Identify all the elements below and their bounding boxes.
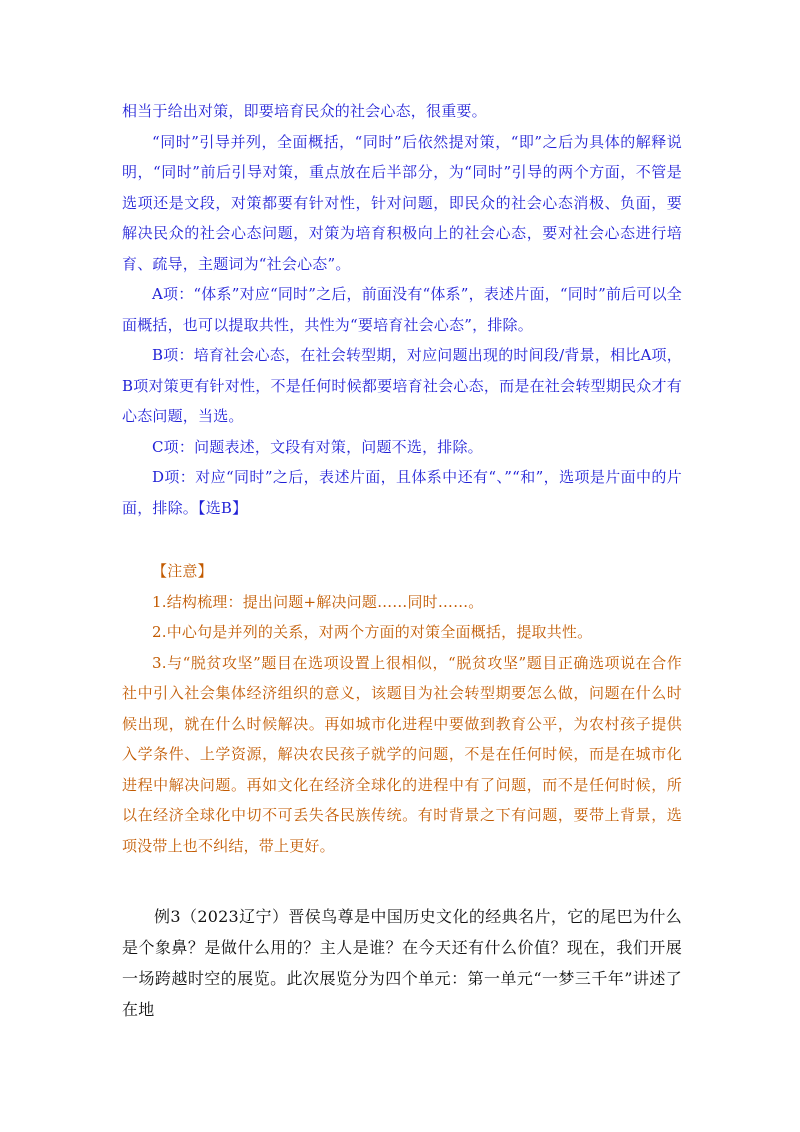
option-b-analysis: B项：培育社会心态，在社会转型期，对应问题出现的时间段/背景，相比A项，B项对策更有针对性，不是任何时候都要培育社会心态，而是在社会转型期民众才有心态问题，当选。: [122, 346, 682, 425]
note-item-3: 3.与“脱贫攻坚”题目在选项设置上很相似，“脱贫攻坚”题目正确选项说在合作社中引入社会集体经济组织的意义，该题目为社会转型期要怎么做，问题在什么时候出现，就在什么时候解决。再如城市化进程中要做到教育公平，为农村孩子提供入学条件、上学资源，解决农民孩子就学的问题，不是在任何时候，而是在城市化进程中解决问题。再如文化在经济全球化的进程中有了问题，而不是任何时候，所以在经济全球化中切不可丢失各民族传统。有时背景之下有问题，要带上背景，选项没带上也不纠结，带上更好。: [122, 653, 682, 855]
option-c-analysis: C项：问题表述，文段有对策，问题不选，排除。: [152, 437, 483, 456]
option-d-analysis: D项：对应“同时”之后，表述片面，且体系中还有“、”“和”，选项是片面中的片面，排除。【选B】: [122, 468, 682, 517]
analysis-paragraph-2: “同时”引导并列，全面概括，“同时”后依然提对策，“即”之后为具体的解释说明，“同时”前后引导对策，重点放在后半部分，为“同时”引导的两个方面，不管是选项还是文段，对策都要有针对性，针对问题，即民众的社会心态消极、负面，要解决民众的社会心态问题，对策为培育积极向上的社会心态，要对社会心态进行培育、疏导，主题词为“社会心态”。: [122, 132, 682, 273]
note-heading: 【注意】: [152, 562, 213, 580]
analysis-section: [122, 96, 682, 523]
note-item-1: 1.结构梳理：提出问题+解决问题……同时……。: [152, 592, 484, 611]
example-3-text: 例3（2023辽宁）晋侯鸟尊是中国历史文化的经典名片，它的尾巴为什么是个象鼻？是做什么用的？主人是谁？在今天还有什么价值？现在，我们开展一场跨越时空的展览。此次展览分为四个单元：第一单元“一梦三千年”讲述了在地: [122, 907, 682, 1019]
example-section: [122, 901, 682, 1025]
note-section: [122, 556, 682, 861]
note-item-2: 2.中心句是并列的关系，对两个方面的对策全面概括，提取共性。: [152, 623, 593, 641]
analysis-paragraph-1: 相当于给出对策，即要培育民众的社会心态，很重要。: [122, 102, 487, 120]
option-a-analysis: A项：“体系”对应“同时”之后，前面没有“体系”，表述片面，“同时”前后可以全面概括，也可以提取共性，共性为“要培育社会心态”，排除。: [122, 285, 682, 334]
document-page: [122, 96, 682, 1025]
